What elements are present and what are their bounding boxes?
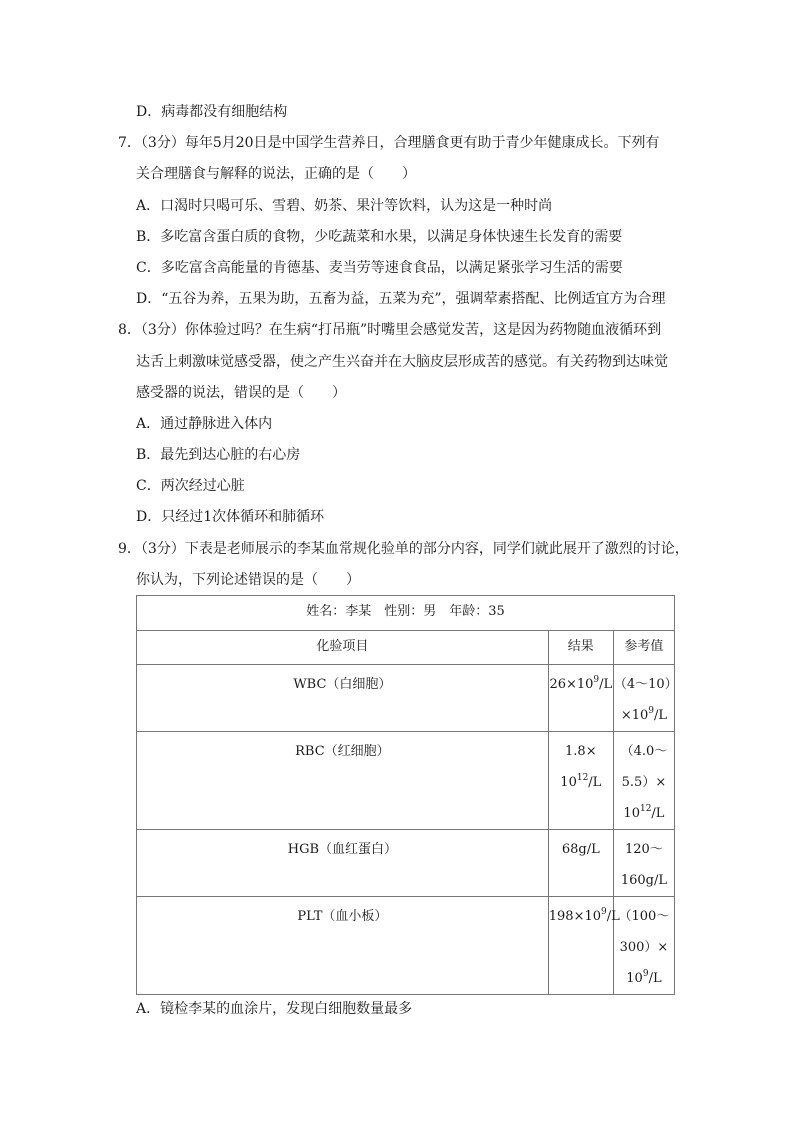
table-row bbox=[137, 665, 675, 732]
col-header-item: 化验项目 bbox=[137, 631, 549, 665]
q8-stem-line2: 达舌上刺激味觉感受器，使之产生兴奋并在大脑皮层形成苦的感觉。有关药物到达味觉 bbox=[136, 354, 668, 370]
patient-info: 姓名：李某 性别：男 年龄：35 bbox=[137, 596, 675, 631]
q8-stem-line1: 8．（3分）你体验过吗？在生病“打吊瓶”时嘴里会感觉发苦，这是因为药物随血液循环到 bbox=[118, 322, 662, 338]
row-rbc-item: RBC（红细胞） bbox=[137, 732, 549, 830]
row-hgb-reference: 120～ 160g/L bbox=[613, 830, 674, 897]
row-rbc-reference: （4.0～ 5.5）× $10^{12}/L$ bbox=[613, 732, 674, 830]
row-wbc-result: $26\times 10^9/L$ bbox=[548, 665, 613, 732]
row-wbc-item: WBC（白细胞） bbox=[137, 665, 549, 732]
q7-option-a: A．口渴时只喝可乐、雪碧、奶茶、果汁等饮料，认为这是一种时尚 bbox=[136, 198, 553, 214]
table-column-headers bbox=[137, 631, 675, 665]
col-header-result: 结果 bbox=[548, 631, 613, 665]
row-wbc-reference: （4～10） $\times 10^9/L$ bbox=[613, 665, 674, 732]
table-row bbox=[137, 732, 675, 830]
blood-test-table bbox=[136, 595, 678, 995]
row-plt-reference: （100～ 300）× $10^9/L$ bbox=[613, 897, 674, 995]
q6-option-d: D．病毒都没有细胞结构 bbox=[136, 104, 288, 120]
q9-option-a: A．镜检李某的血涂片，发现白细胞数量最多 bbox=[136, 1001, 413, 1017]
table-row bbox=[137, 830, 675, 897]
q7-option-b: B．多吃富含蛋白质的食物，少吃蔬菜和水果，以满足身体快速生长发育的需要 bbox=[136, 229, 623, 245]
q7-stem-line2: 关合理膳食与解释的说法，正确的是（ ） bbox=[136, 166, 416, 182]
row-hgb-result: 68g/L bbox=[548, 830, 613, 897]
row-hgb-item: HGB（血红蛋白） bbox=[137, 830, 549, 897]
q9-stem-line2: 你认为，下列论述错误的是（ ） bbox=[136, 572, 360, 588]
q7-stem-line1: 7．（3分）每年5月20日是中国学生营养日，合理膳食更有助于青少年健康成长。下列有 bbox=[118, 135, 660, 151]
row-plt-result: $198\times 10^9/L$ bbox=[548, 897, 613, 995]
row-plt-item: PLT（血小板） bbox=[137, 897, 549, 995]
row-rbc-result: 1.8× $10^{12}/L$ bbox=[548, 732, 613, 830]
col-header-reference: 参考值 bbox=[613, 631, 674, 665]
q8-option-c: C．两次经过心脏 bbox=[136, 478, 245, 494]
q9-stem-line1: 9．（3分）下表是老师展示的李某血常规化验单的部分内容，同学们就此展开了激烈的讨论， bbox=[118, 541, 689, 557]
q8-stem-line3: 感受器的说法，错误的是（ ） bbox=[136, 385, 346, 401]
q8-option-b: B．最先到达心脏的右心房 bbox=[136, 447, 301, 463]
q7-option-c: C．多吃富含高能量的肯德基、麦当劳等速食食品，以满足紧张学习生活的需要 bbox=[136, 260, 623, 276]
q7-option-d: D．“五谷为养，五果为助，五畜为益，五菜为充”，强调荤素搭配、比例适宜方为合理 bbox=[136, 291, 666, 307]
table-header-row bbox=[137, 596, 675, 631]
table-row bbox=[137, 897, 675, 995]
q8-option-a: A．通过静脉进入体内 bbox=[136, 416, 273, 432]
q8-option-d: D．只经过1次体循环和肺循环 bbox=[136, 509, 325, 525]
